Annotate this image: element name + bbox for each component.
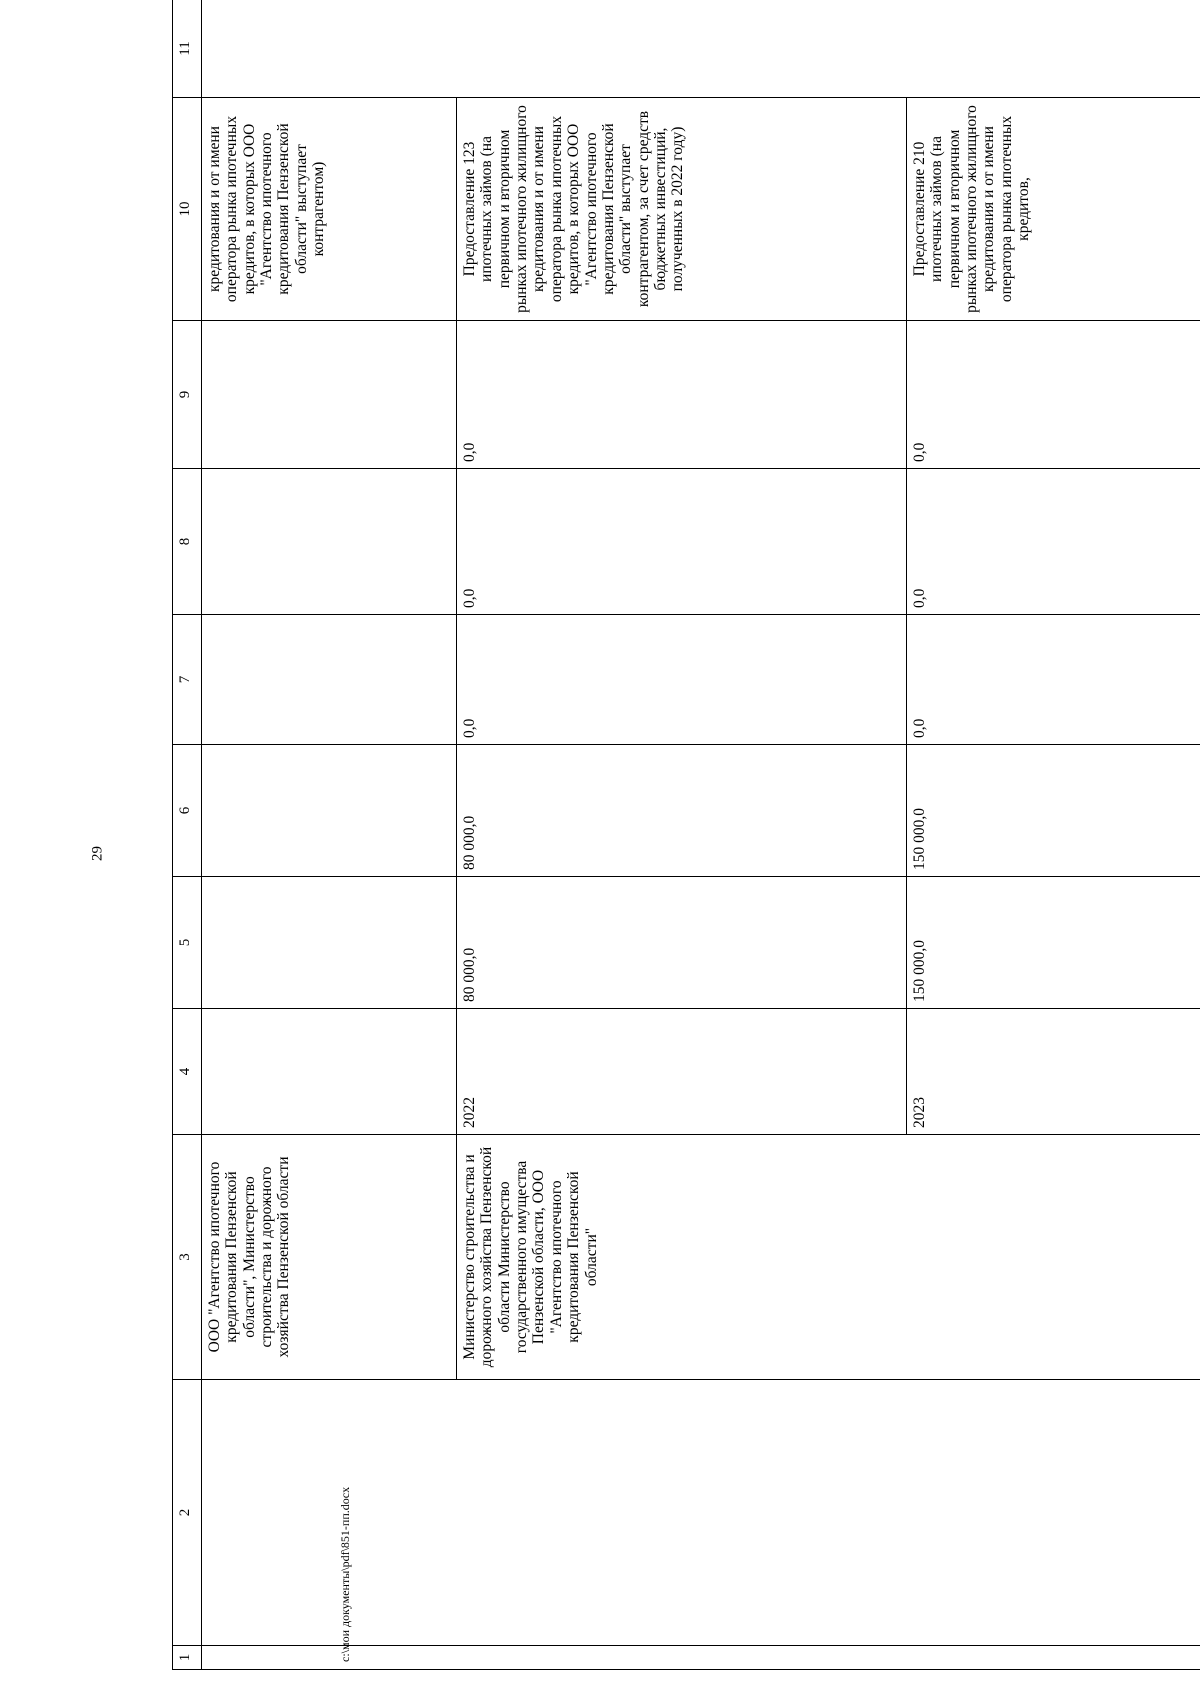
table-cell: ООО "Агентство ипотечного кредитования Пензенской области", Министерство строительства и дорожного хозяйства Пензенской области: [202, 1135, 457, 1380]
table-cell: Министерство строительства и дорожного хозяйства Пензенской области Министерство государственного имущества Пензенской области, ООО "Агентство ипотечного кредитования Пензенской области": [457, 1135, 1200, 1380]
table-cell: [202, 0, 1200, 98]
header-cell: 4: [173, 1009, 202, 1135]
table-cell: 0,0: [457, 615, 907, 745]
table-cell: [202, 469, 457, 615]
header-cell: 10: [173, 98, 202, 321]
table-cell: 0,0: [907, 321, 1200, 469]
rotated-table-canvas: [172, 0, 1200, 1670]
header-cell: 3: [173, 1135, 202, 1380]
footer-file-path: c:\мои документы\pdf\851-пп.docx: [338, 1486, 352, 1662]
table-cell: 0,0: [457, 469, 907, 615]
table-cell: 0,0: [457, 321, 907, 469]
header-cell: 6: [173, 745, 202, 877]
table-cell: кредитования и от имени оператора рынка ипотечных кредитов, в которых ООО "Агентство ипотечного кредитования Пензенской области" выступает контрагентом): [202, 98, 457, 321]
table-cell: 0,0: [907, 469, 1200, 615]
page-number: 29: [89, 846, 106, 861]
header-cell: 9: [173, 321, 202, 469]
header-cell: 8: [173, 469, 202, 615]
table-cell: 150 000,0: [907, 877, 1200, 1009]
header-cell: 7: [173, 615, 202, 745]
table-cell: 2022: [457, 1009, 907, 1135]
table-cell: [202, 745, 457, 877]
table-cell: 80 000,0: [457, 877, 907, 1009]
table-cell: [202, 321, 457, 469]
table-cell: 0,0: [907, 615, 1200, 745]
table-cell: [202, 877, 457, 1009]
table-cell: [202, 615, 457, 745]
table-cell: [202, 1009, 457, 1135]
header-cell: 5: [173, 877, 202, 1009]
header-cell: 11: [173, 0, 202, 98]
table-cell: Предоставление 210 ипотечных займов (на первичном и вторичном рынках ипотечного жилищного кредитования и от имени оператора рынка ипотечных кредитов,: [907, 98, 1200, 321]
table-cell: 2023: [907, 1009, 1200, 1135]
header-cell: 2: [173, 1380, 202, 1646]
data-table: [172, 0, 1200, 1670]
table-cell: Предоставление 123 ипотечных займов (на первичном и вторичном рынках ипотечного жилищного кредитования и от имени оператора рынка ипотечных кредитов, в которых ООО "Агентство ипотечного кредитования Пензенской области" выступает контрагентом, за счет средств бюджетных инвестиций, полученных в 2022 году): [457, 98, 907, 321]
table-row: [202, 0, 457, 1670]
header-cell: 1: [173, 1646, 202, 1670]
table-cell: 80 000,0: [457, 745, 907, 877]
table-cell: 150 000,0: [907, 745, 1200, 877]
header-row: [173, 0, 202, 1670]
